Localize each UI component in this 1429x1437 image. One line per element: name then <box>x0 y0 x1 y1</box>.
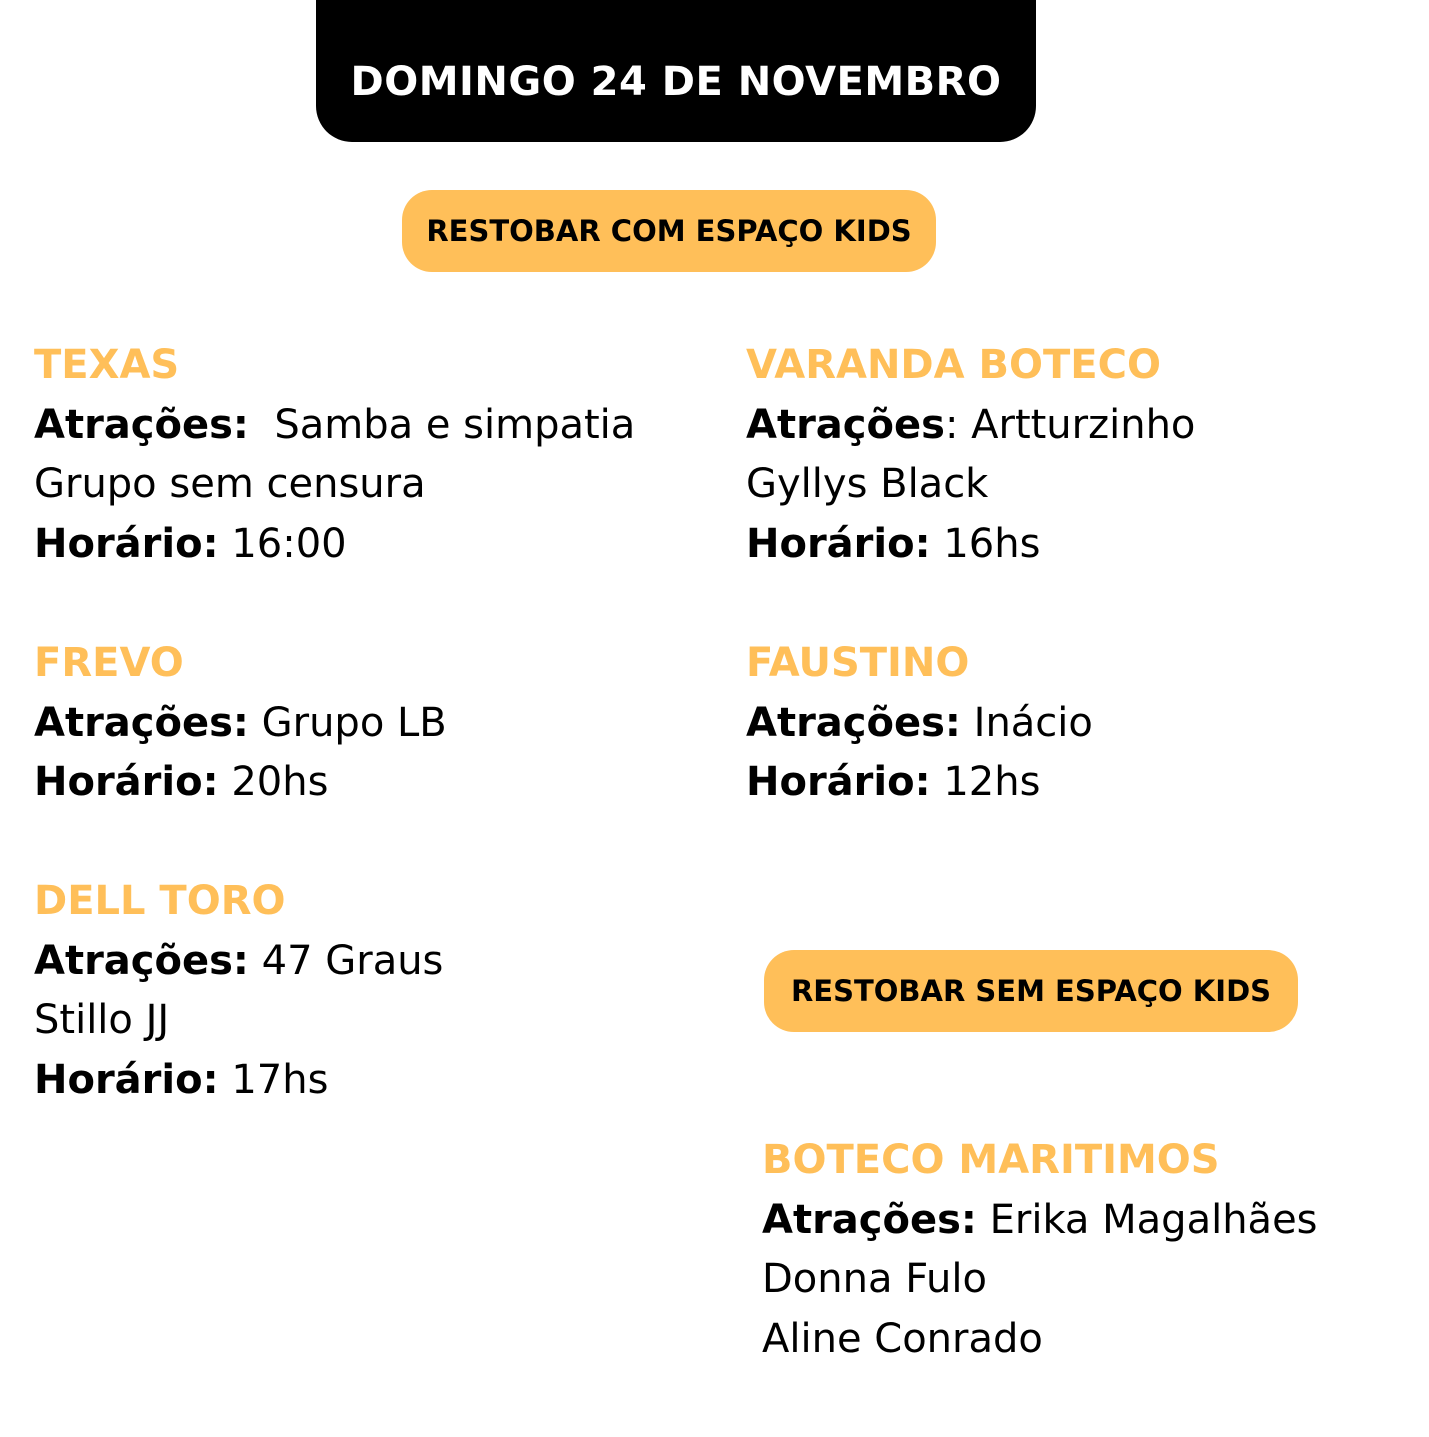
schedule-label: Horário: <box>34 520 219 567</box>
attractions-label: Atrações: <box>746 699 961 746</box>
venue-name: VARANDA BOTECO <box>746 342 1161 388</box>
attractions-line <box>762 1191 1318 1251</box>
schedule-value: 20hs <box>231 759 329 805</box>
venue-faustino <box>746 634 1093 813</box>
schedule-label: Horário: <box>746 759 931 805</box>
section-badge-without-kids-area <box>764 950 1298 1032</box>
venue-name: DELL TORO <box>34 878 286 924</box>
attraction-value: 47 Graus <box>261 937 444 984</box>
venue-name: FREVO <box>34 640 184 686</box>
attractions-label: Atrações: <box>762 1196 977 1243</box>
schedule-line <box>34 1051 443 1111</box>
schedule-value: 12hs <box>943 759 1041 805</box>
attractions-line <box>746 694 1093 754</box>
attraction-value: Inácio <box>973 699 1093 746</box>
attraction-value: Samba e simpatia <box>274 401 636 448</box>
schedule-value: 16:00 <box>231 520 347 567</box>
attractions-label: Atrações: <box>34 699 249 746</box>
attraction-value: Donna Fulo <box>762 1256 987 1302</box>
schedule-value: 17hs <box>231 1056 329 1103</box>
attraction-value: : Artturzinho <box>944 401 1196 448</box>
attractions-line <box>746 396 1195 456</box>
attractions-line <box>34 396 635 456</box>
section-badge-label: RESTOBAR COM ESPAÇO KIDS <box>426 214 912 248</box>
attraction-value: Gyllys Black <box>746 461 989 507</box>
schedule-value: 16hs <box>943 520 1041 567</box>
schedule-label: Horário: <box>34 759 219 805</box>
attraction-value: Grupo LB <box>261 699 447 746</box>
schedule-line <box>746 753 1093 813</box>
venue-boteco-maritimos <box>762 1131 1318 1369</box>
header-banner <box>316 0 1036 142</box>
schedule-line <box>34 753 447 813</box>
venue-name: TEXAS <box>34 342 180 388</box>
attractions-line <box>34 932 443 992</box>
page-title: DOMINGO 24 DE NOVEMBRO <box>350 59 1002 105</box>
attraction-value: Aline Conrado <box>762 1315 1043 1362</box>
venue-varanda-boteco <box>746 336 1195 574</box>
schedule-line <box>34 515 635 575</box>
section-badge-label: RESTOBAR SEM ESPAÇO KIDS <box>790 974 1272 1008</box>
venue-name: BOTECO MARITIMOS <box>762 1137 1220 1183</box>
schedule-label: Horário: <box>34 1056 219 1103</box>
schedule-label: Horário: <box>746 520 931 567</box>
attraction-value: Erika Magalhães <box>989 1196 1318 1243</box>
attractions-label: Atrações: <box>34 401 249 448</box>
venue-frevo <box>34 634 447 813</box>
venue-dell-toro <box>34 872 443 1110</box>
venue-name: FAUSTINO <box>746 640 970 686</box>
section-badge-with-kids-area <box>402 190 936 272</box>
venue-texas <box>34 336 635 574</box>
schedule-line <box>746 515 1195 575</box>
attractions-line <box>34 694 447 754</box>
attractions-label: Atrações <box>746 401 945 448</box>
attractions-label: Atrações: <box>34 937 249 984</box>
attraction-value: Stillo JJ <box>34 997 170 1043</box>
attraction-value: Grupo sem censura <box>34 461 426 507</box>
